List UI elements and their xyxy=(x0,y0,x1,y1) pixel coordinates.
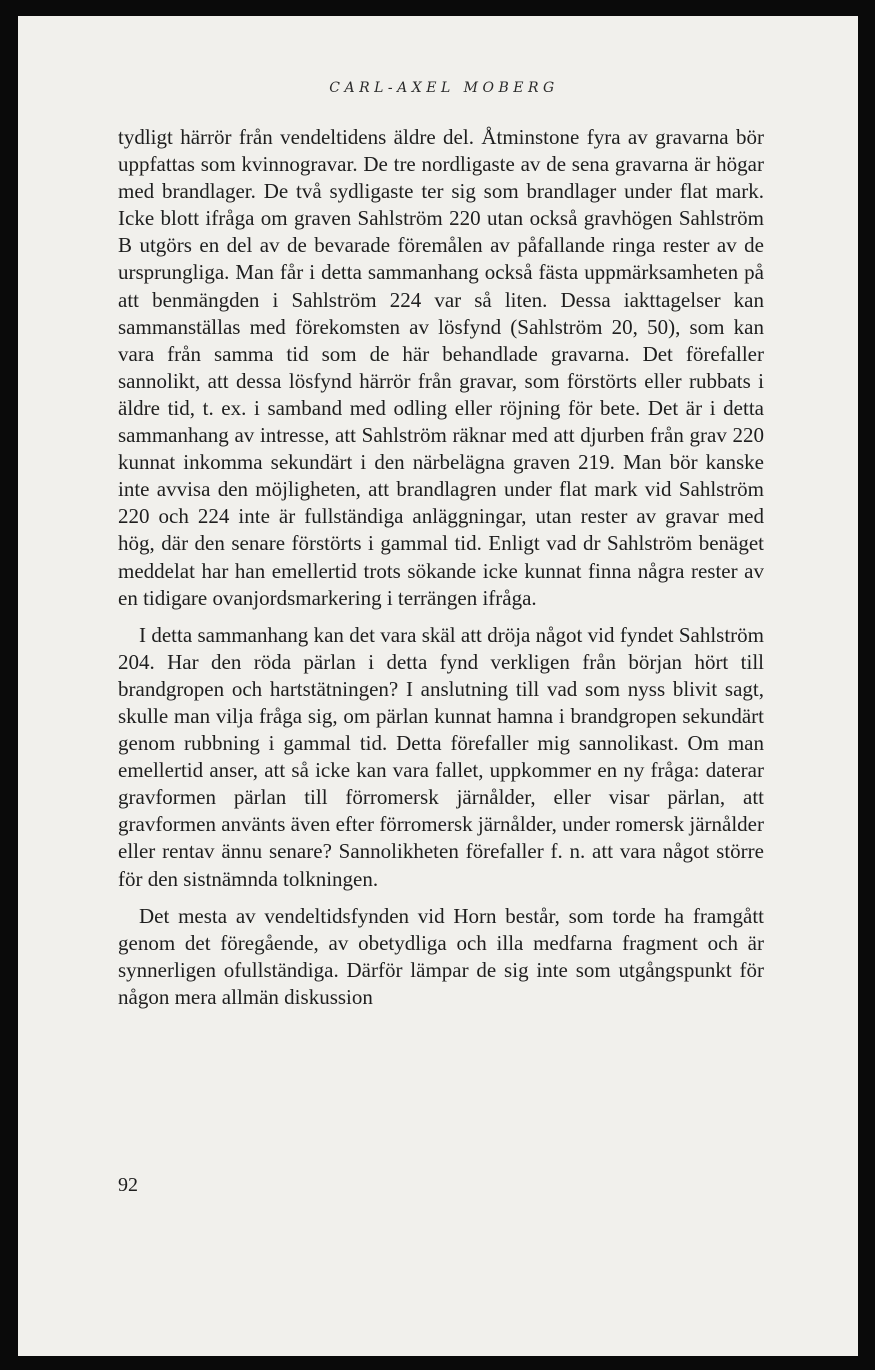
paragraph-2: I detta sammanhang kan det vara skäl att dröja något vid fyndet Sahlström 204. Har den röda pärlan i detta fynd verkligen från början hört till brandgropen och hartstätningen? I anslutning till vad som nyss blivit sagt, skulle man vilja fråga sig, om pärlan kunnat hamna i brandgropen sekundärt genom rubbning i gammal tid. Detta förefaller mig sannolikast. Om man emellertid anser, att så icke kan vara fallet, uppkommer en ny fråga: daterar gravformen pärlan till förromersk järnålder, eller visar pärlan, att gravformen använts även efter förromersk järnålder, under romersk järnålder eller rentav ännu senare? Sannolikheten förefaller f. n. att vara något större för den sistnämnda tolkningen. xyxy=(118,622,764,891)
page-number: 92 xyxy=(118,1174,138,1196)
running-head: CARL-AXEL MOBERG xyxy=(329,80,559,96)
paragraph-3: Det mesta av vendeltidsfynden vid Horn består, som torde ha framgått genom det föregående, av obetydliga och illa medfarna fragment och är synnerligen ofullständiga. Därför lämpar de sig inte som utgångspunkt för någon mera allmän diskussion xyxy=(118,903,764,1009)
book-page xyxy=(18,16,858,1356)
body-text xyxy=(118,124,764,1011)
paragraph-1: tydligt härrör från vendeltidens äldre del. Åtminstone fyra av gravarna bör uppfattas som kvinnogravar. De tre nordligaste av de sena gravarna är högar med brandlager. De två sydligaste ter sig som brandlager under flat mark. Icke blott ifråga om graven Sahlström 220 utan också gravhögen Sahlström B utgörs en del av de bevarade föremålen av påfallande ringa rester av de ursprungliga. Man får i detta sammanhang också fästa uppmärksamheten på att benmängden i Sahlström 224 var så liten. Dessa iakttagelser kan sammanställas med förekomsten av lösfynd (Sahlström 20, 50), som kan vara från samma tid som de här behandlade gravarna. Det förefaller sannolikt, att dessa lösfynd härrör från gravar, som förstörts eller rubbats i äldre tid, t. ex. i samband med odling eller röjning för bete. Det är i detta sammanhang av intresse, att Sahlström räknar med att djurben från grav 220 kunnat inkomma sekundärt i den närbelägna graven 219. Man bör kanske inte avvisa den möjligheten, att brandlagren under flat mark vid Sahlström 220 och 224 inte är fullständiga anläggningar, utan rester av gravar med hög, där den senare förstörts i gammal tid. Enligt vad dr Sahlström benäget meddelat har han emellertid trots sökande icke kunnat finna några rester av en tidigare ovanjordsmarkering i terrängen ifråga. xyxy=(118,125,764,610)
